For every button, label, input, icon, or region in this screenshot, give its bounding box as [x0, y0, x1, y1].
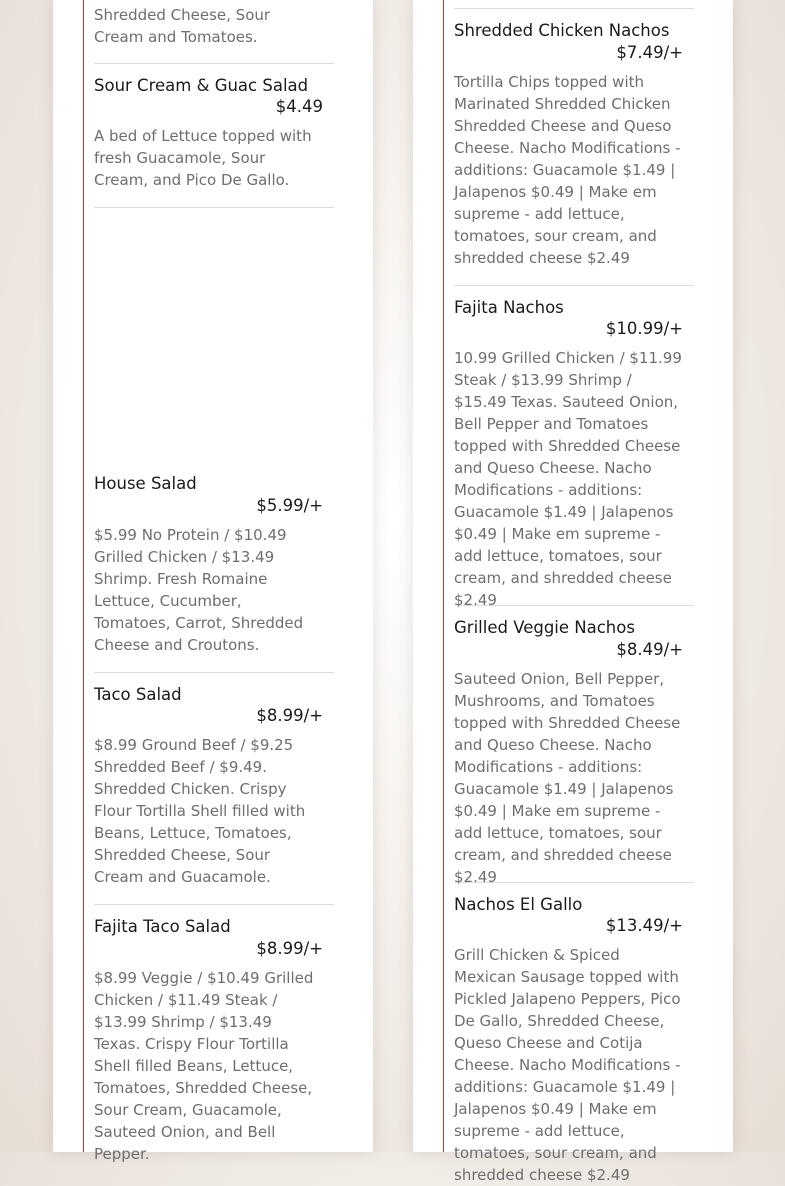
menu-item-price: $5.99/+ [256, 496, 323, 515]
menu-item[interactable] [94, 917, 334, 1163]
menu-item-description: Sauteed Onion, Bell Pepper, Mushrooms, and Tomatoes topped with Shredded Cheese and Queso Cheese. Nacho Modifications - additions: Guacamole $1.49 | Jalapenos $0.49 | Make em supreme - add lettuce, tomatoes, sour cream, and shredded cheese $2.49 [454, 670, 681, 886]
menu-item[interactable] [454, 618, 694, 886]
accent-rule [83, 0, 84, 1152]
menu-column-left [53, 0, 373, 1163]
menu-item[interactable] [94, 76, 334, 208]
menu-item-description: $8.99 Ground Beef / $9.25 Shredded Beef / $9.49. Shredded Chicken. Crispy Flour Tortilla Shell filled with Beans, Lettuce, Tomatoes, Shredded Cheese, Sour Cream and Guacamole. [94, 736, 306, 886]
menu-item-price: $8.49/+ [616, 640, 683, 659]
menu-column-right [413, 0, 733, 1184]
menu-item-divider-top [454, 0, 694, 9]
menu-item-description: Tortilla Chips topped with Marinated Shredded Chicken Shredded Cheese and Queso Cheese. Nacho Modifications - additions: Guacamole $1.49 | Jalapenos $0.49 | Make em supreme - add lettuce, tomatoes, sour cream, and shredded cheese $2.49 [454, 73, 681, 267]
menu-item-price: $7.49/+ [616, 43, 683, 62]
menu-item-name: Grilled Veggie Nachos [454, 618, 635, 637]
menu-item[interactable] [94, 685, 334, 905]
menu-item-fragment[interactable] [94, 0, 334, 64]
menu-item-name: Shredded Chicken Nachos [454, 21, 670, 40]
menu-item-name: House Salad [94, 474, 197, 493]
menu-item-price: $10.99/+ [605, 319, 683, 338]
menu-item-description: $8.99 Veggie / $10.49 Grilled Chicken / $11.49 Steak / $13.99 Shrimp / $13.49 Texas. Crispy Flour Tortilla Shell filled Beans, Lettuce, Tomatoes, Shredded Cheese, Sour Cream, Guacamole, Sauteed Onion, and Bell Pepper. [94, 969, 314, 1163]
menu-item-price: $13.49/+ [605, 916, 683, 935]
menu-item[interactable] [454, 21, 694, 286]
menu-item-price: $8.99/+ [256, 706, 323, 725]
menu-item-description: $5.99 No Protein / $10.49 Grilled Chicken / $13.49 Shrimp. Fresh Romaine Lettuce, Cucumber, Tomatoes, Carrot, Shredded Cheese and Croutons. [94, 526, 304, 654]
menu-item[interactable] [94, 474, 334, 673]
menu-item-price: $4.49 [275, 97, 323, 116]
accent-rule [443, 0, 444, 1152]
menu-item-name: Fajita Taco Salad [94, 917, 231, 936]
menu-item-name: Sour Cream & Guac Salad [94, 76, 309, 95]
menu-item-name: Taco Salad [94, 685, 182, 704]
menu-item-description: A bed of Lettuce topped with fresh Guacamole, Sour Cream, and Pico De Gallo. [94, 127, 312, 189]
menu-item[interactable] [454, 298, 694, 609]
menu-item-description: 10.99 Grilled Chicken / $11.99 Steak / $13.99 Shrimp / $15.49 Texas. Sauteed Onion, Bell Pepper and Tomatoes topped with Shredded Cheese and Queso Cheese. Nacho Modifications - additions: Guacamole $1.49 | Jalapenos $0.49 | Make em supreme - add lettuce, tomatoes, sour cream, and shredded cheese $2.49 [454, 349, 682, 609]
menu-item-price: $8.99/+ [256, 939, 323, 958]
menu-item-name: Nachos El Gallo [454, 895, 583, 914]
menu-item-description: Shredded Cheese, Sour Cream and Tomatoes. [94, 6, 271, 46]
menu-item-description: Grill Chicken & Spiced Mexican Sausage topped with Pickled Jalapeno Peppers, Pico De Gallo, Shredded Cheese, Queso Cheese and Cotija Cheese. Nacho Modifications - additions: Guacamole $1.49 | Jalapenos $0.49 | Make em supreme - add lettuce, tomatoes, sour cream, and shredded cheese $2.49 [454, 946, 681, 1184]
menu-item-name: Fajita Nachos [454, 298, 564, 317]
menu-item[interactable] [454, 895, 694, 1184]
